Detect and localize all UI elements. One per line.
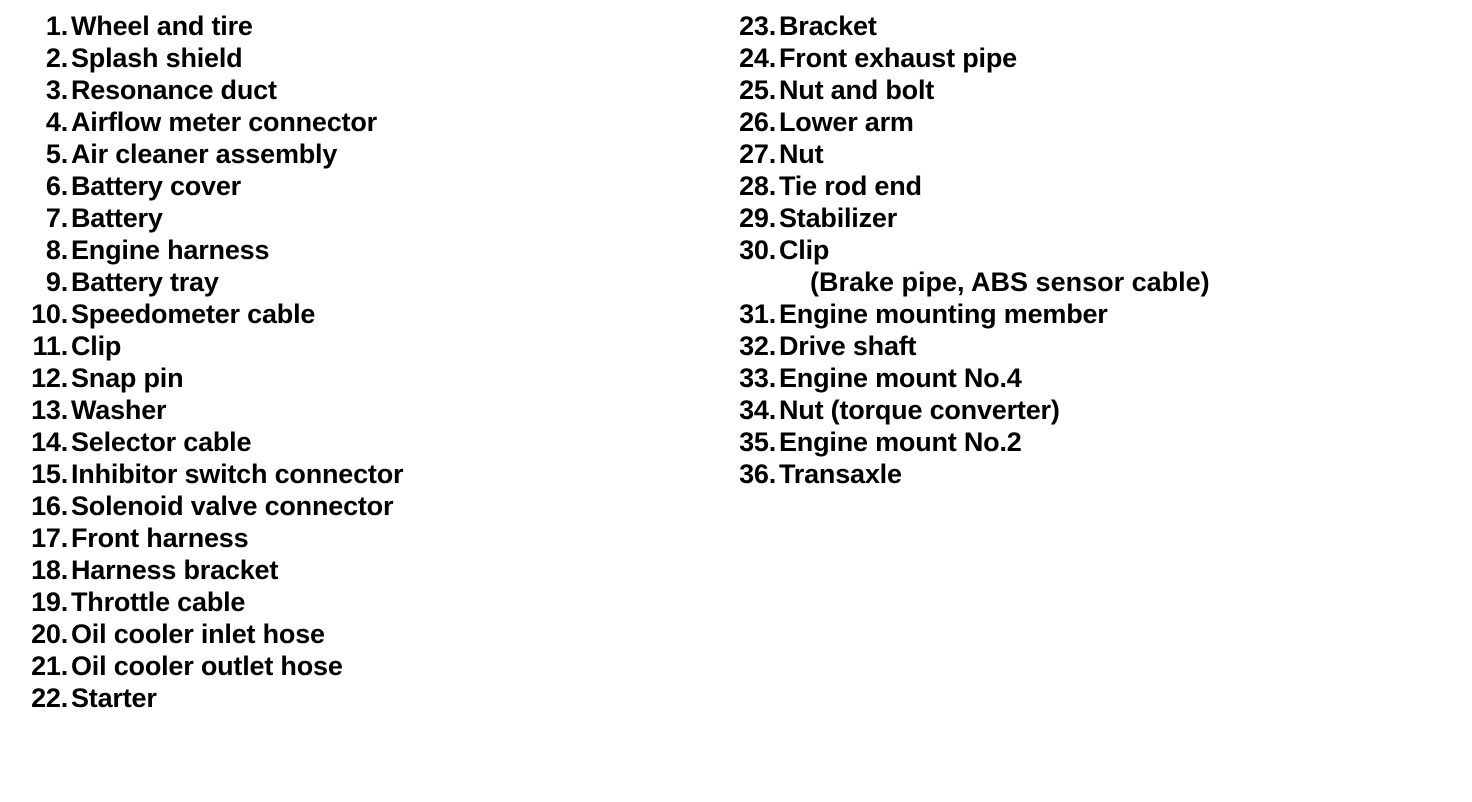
legend-item-number: 25.: [739, 75, 776, 105]
legend-item: [22, 362, 662, 394]
legend-item-number: 15.: [31, 459, 68, 489]
legend-item: [22, 394, 662, 426]
legend-item-text: Airflow meter connector: [71, 107, 377, 137]
legend-item: [22, 74, 662, 106]
legend-item-text: Solenoid valve connector: [71, 491, 394, 521]
legend-item-note: (Brake pipe, ABS sensor cable): [810, 267, 1210, 297]
legend-item-number: 16.: [31, 491, 68, 521]
legend-item-text: Battery cover: [71, 171, 241, 201]
legend-item-number: 4.: [45, 107, 68, 137]
legend-item-text: Snap pin: [71, 363, 184, 393]
legend-item-text: Lower arm: [779, 107, 914, 137]
legend-item: [730, 330, 1430, 362]
legend-item-number: 19.: [31, 587, 68, 617]
legend-item-number: 12.: [31, 363, 68, 393]
legend-item: [22, 106, 662, 138]
legend-item-number: 7.: [45, 203, 68, 233]
legend-item-number: 9.: [45, 267, 68, 297]
legend-item: [22, 490, 662, 522]
legend-item-text: Battery: [71, 203, 163, 233]
legend-item-text: Engine mount No.4: [779, 363, 1022, 393]
legend-item-number: 6.: [45, 171, 68, 201]
legend-item-text: Splash shield: [71, 43, 243, 73]
legend-item: [730, 170, 1430, 202]
legend-item-text: Drive shaft: [779, 331, 917, 361]
legend-item-text: Engine mounting member: [779, 299, 1108, 329]
legend-item-text: Nut (torque converter): [779, 395, 1060, 425]
legend-item-text: Bracket: [779, 11, 877, 41]
legend-column-left: [22, 10, 662, 714]
legend-item-number: 27.: [739, 139, 776, 169]
legend-item: [730, 362, 1430, 394]
legend-column-right: [730, 10, 1430, 490]
legend-item-text: Starter: [71, 683, 157, 713]
legend-item-text: Speedometer cable: [71, 299, 316, 329]
legend-item-text: Clip: [779, 235, 830, 265]
legend-item: [22, 202, 662, 234]
legend-item-number: 35.: [739, 427, 776, 457]
legend-item-number: 24.: [739, 43, 776, 73]
legend-item: [22, 618, 662, 650]
legend-item: [22, 170, 662, 202]
legend-item: [22, 298, 662, 330]
legend-item: [22, 650, 662, 682]
legend-item-text: Wheel and tire: [71, 11, 253, 41]
legend-item-text: Selector cable: [71, 427, 252, 457]
legend-item: [22, 138, 662, 170]
legend-item: [730, 106, 1430, 138]
legend-item: [22, 586, 662, 618]
legend-item-text: Inhibitor switch connector: [71, 459, 404, 489]
legend-item-text: Washer: [71, 395, 167, 425]
legend-item-number: 10.: [31, 299, 68, 329]
legend-item: [730, 74, 1430, 106]
legend-item-number: 20.: [31, 619, 68, 649]
legend-item-number: 21.: [31, 651, 68, 681]
legend-item: [22, 458, 662, 490]
legend-item-text: Air cleaner assembly: [71, 139, 338, 169]
legend-item: [22, 554, 662, 586]
legend-item-number: 22.: [31, 683, 68, 713]
legend-item-number: 14.: [31, 427, 68, 457]
legend-item-number: 33.: [739, 363, 776, 393]
legend-item: [730, 10, 1430, 42]
legend-item: [730, 138, 1430, 170]
legend-item-text: Clip: [71, 331, 122, 361]
legend-item: [22, 10, 662, 42]
legend-item-number: 8.: [45, 235, 68, 265]
legend-item: [730, 202, 1430, 234]
legend-item: [730, 458, 1430, 490]
legend-item-number: 34.: [739, 395, 776, 425]
legend-item-text: Oil cooler outlet hose: [71, 651, 343, 681]
legend-item: [22, 522, 662, 554]
legend-item: [730, 394, 1430, 426]
legend-item-number: 13.: [31, 395, 68, 425]
legend-item-number: 30.: [739, 235, 776, 265]
legend-item: [22, 682, 662, 714]
legend-item-text: Front harness: [71, 523, 249, 553]
legend-item-number: 17.: [31, 523, 68, 553]
legend-item: [22, 234, 662, 266]
legend-item: [730, 234, 1430, 266]
legend-item-number: 29.: [739, 203, 776, 233]
legend-item-text: Engine mount No.2: [779, 427, 1022, 457]
legend-item-number: 18.: [31, 555, 68, 585]
legend-item-text: Resonance duct: [71, 75, 277, 105]
legend-item-text: Oil cooler inlet hose: [71, 619, 325, 649]
legend-item-text: Tie rod end: [779, 171, 922, 201]
legend-item-number: 32.: [739, 331, 776, 361]
legend-item-number: 23.: [739, 11, 776, 41]
legend-item-number: 3.: [45, 75, 68, 105]
legend-item-text: Stabilizer: [779, 203, 898, 233]
legend-item-number: 11.: [32, 331, 68, 361]
legend-item-number: 36.: [739, 459, 776, 489]
legend-item: [730, 298, 1430, 330]
legend-item-text: Nut and bolt: [779, 75, 935, 105]
legend-item-text: Transaxle: [779, 459, 902, 489]
legend-item: [22, 42, 662, 74]
legend-item-text: Nut: [779, 139, 824, 169]
legend-item-number: 31.: [739, 299, 776, 329]
legend-item-number: 2.: [45, 43, 68, 73]
legend-item: [22, 266, 662, 298]
legend-item-number: 26.: [739, 107, 776, 137]
legend-item-text: Front exhaust pipe: [779, 43, 1017, 73]
legend-item-text: Battery tray: [71, 267, 219, 297]
legend-item-number: 1.: [45, 11, 68, 41]
legend-item: [730, 42, 1430, 74]
legend-item-number: 28.: [739, 171, 776, 201]
legend-item: [22, 330, 662, 362]
legend-item-text: Engine harness: [71, 235, 270, 265]
legend-item-text: Harness bracket: [71, 555, 279, 585]
legend-item-text: Throttle cable: [71, 587, 246, 617]
legend-item: [730, 426, 1430, 458]
legend-item: [22, 426, 662, 458]
legend-item-number: 5.: [45, 139, 68, 169]
